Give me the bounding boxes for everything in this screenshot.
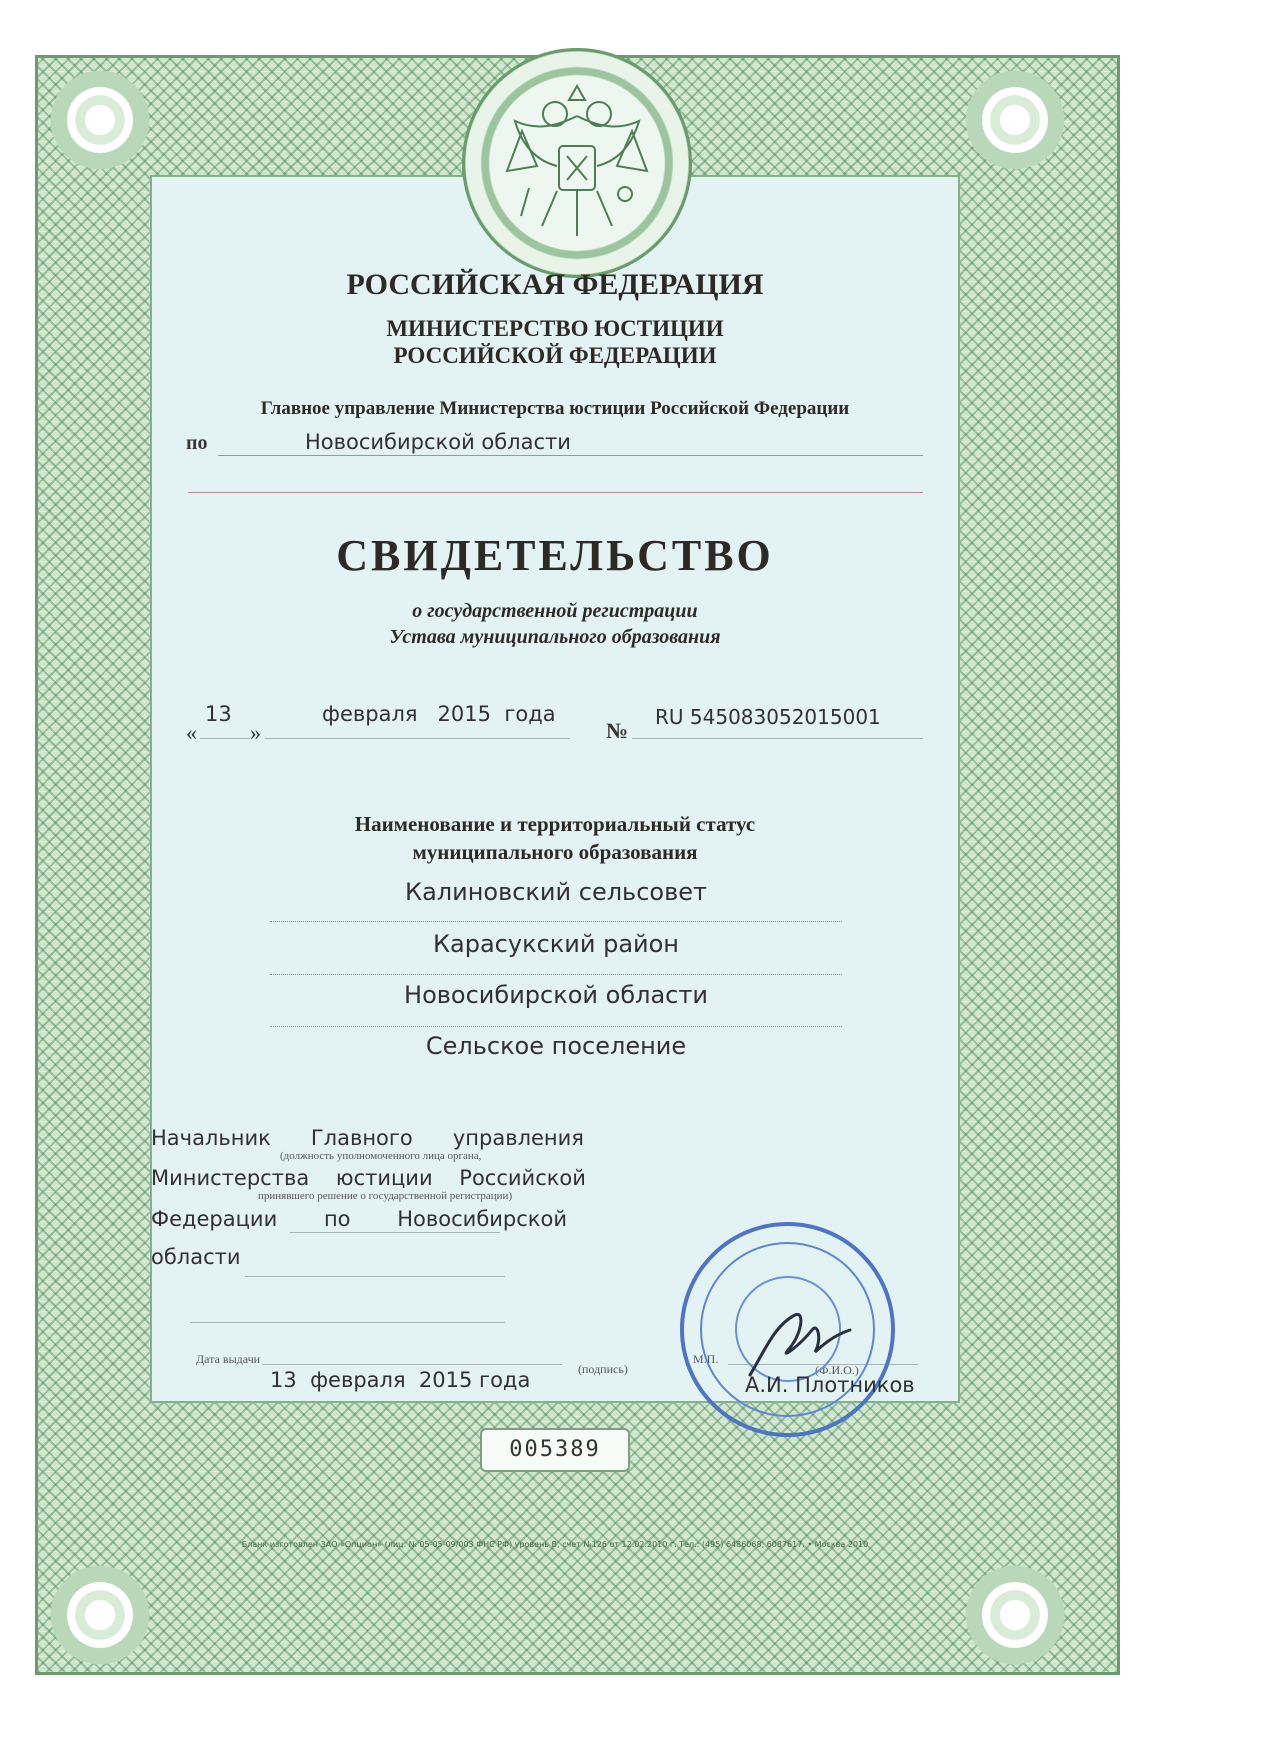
serial-number: 005389 (480, 1428, 630, 1472)
official-name: А.И. Плотников (745, 1373, 915, 1397)
position-underline-3 (290, 1232, 500, 1233)
region-value: Новосибирской области (305, 430, 571, 454)
po-label: по (186, 432, 208, 454)
registration-day: 13 (205, 702, 232, 726)
position-hint-1: (должность уполномоченного лица органа, (280, 1150, 482, 1162)
country-heading: РОССИЙСКАЯ ФЕДЕРАЦИЯ (346, 268, 764, 301)
municipality-underline-3 (270, 1026, 842, 1027)
municipality-underline-1 (270, 921, 842, 922)
municipality-line-2: Карасукский район (432, 930, 679, 958)
date-underline (265, 738, 570, 739)
quote-open: « (186, 720, 197, 745)
certificate-title: СВИДЕТЕЛЬСТВО (336, 531, 774, 580)
signature-label: (подпись) (578, 1362, 628, 1376)
municipality-heading-2: муниципального образования (412, 840, 698, 864)
position-line-3: Федерации по Новосибирской (151, 1207, 567, 1231)
corner-rosette-icon (960, 1555, 1070, 1675)
issue-date-value: 13 февраля 2015 года (270, 1368, 531, 1392)
registration-number: RU 545083052015001 (655, 705, 881, 729)
municipality-line-3: Новосибирской области (404, 981, 708, 1009)
region-underline (218, 455, 923, 456)
number-underline (632, 738, 923, 739)
position-line-4: области (151, 1245, 241, 1269)
municipality-underline-2 (270, 974, 842, 975)
region-underline-2 (188, 492, 923, 493)
number-label: № (606, 718, 629, 743)
double-headed-eagle-icon (497, 76, 657, 251)
fio-label: (Ф.И.О.) (815, 1363, 859, 1377)
position-underline-4 (245, 1276, 505, 1277)
day-underline (200, 738, 250, 739)
ministry-line-1: МИНИСТЕРСТВО ЮСТИЦИИ (386, 316, 724, 341)
corner-rosette-icon (45, 1555, 155, 1675)
corner-rosette-icon (960, 60, 1070, 180)
position-line-2: Министерства юстиции Российской (151, 1166, 586, 1190)
printer-note: Бланк изготовлен ЗАО «Опцион» (лиц. № 05-05-09/003 ФНС РФ) уровень В, счет №126 от 12.02.2010 г. Тел.: (495) 6486068, 6087617. • Москва 2010 (241, 1540, 869, 1549)
certificate-subtitle-1: о государственной регистрации (412, 600, 698, 622)
department-heading: Главное управление Министерства юстиции Российской Федерации (260, 398, 850, 419)
issue-date-underline (262, 1364, 562, 1365)
quote-close: » (250, 720, 261, 745)
position-hint-2: принявшего решение о государственной регистрации) (258, 1190, 513, 1202)
registration-month-year: февраля 2015 года (322, 702, 556, 726)
ministry-line-2: РОССИЙСКОЙ ФЕДЕРАЦИИ (393, 343, 717, 368)
mp-label: М.П. (693, 1352, 719, 1366)
position-line-1: Начальник Главного управления (151, 1126, 584, 1150)
certificate-subtitle-2: Устава муниципального образования (389, 626, 721, 648)
municipality-heading-1: Наименование и территориальный статус (354, 812, 756, 836)
issue-date-label: Дата выдачи (196, 1352, 261, 1366)
municipality-line-4: Сельское поселение (425, 1032, 687, 1060)
corner-rosette-icon (45, 60, 155, 180)
position-underline-5 (190, 1322, 505, 1323)
municipality-line-1: Калиновский сельсовет (405, 878, 707, 906)
